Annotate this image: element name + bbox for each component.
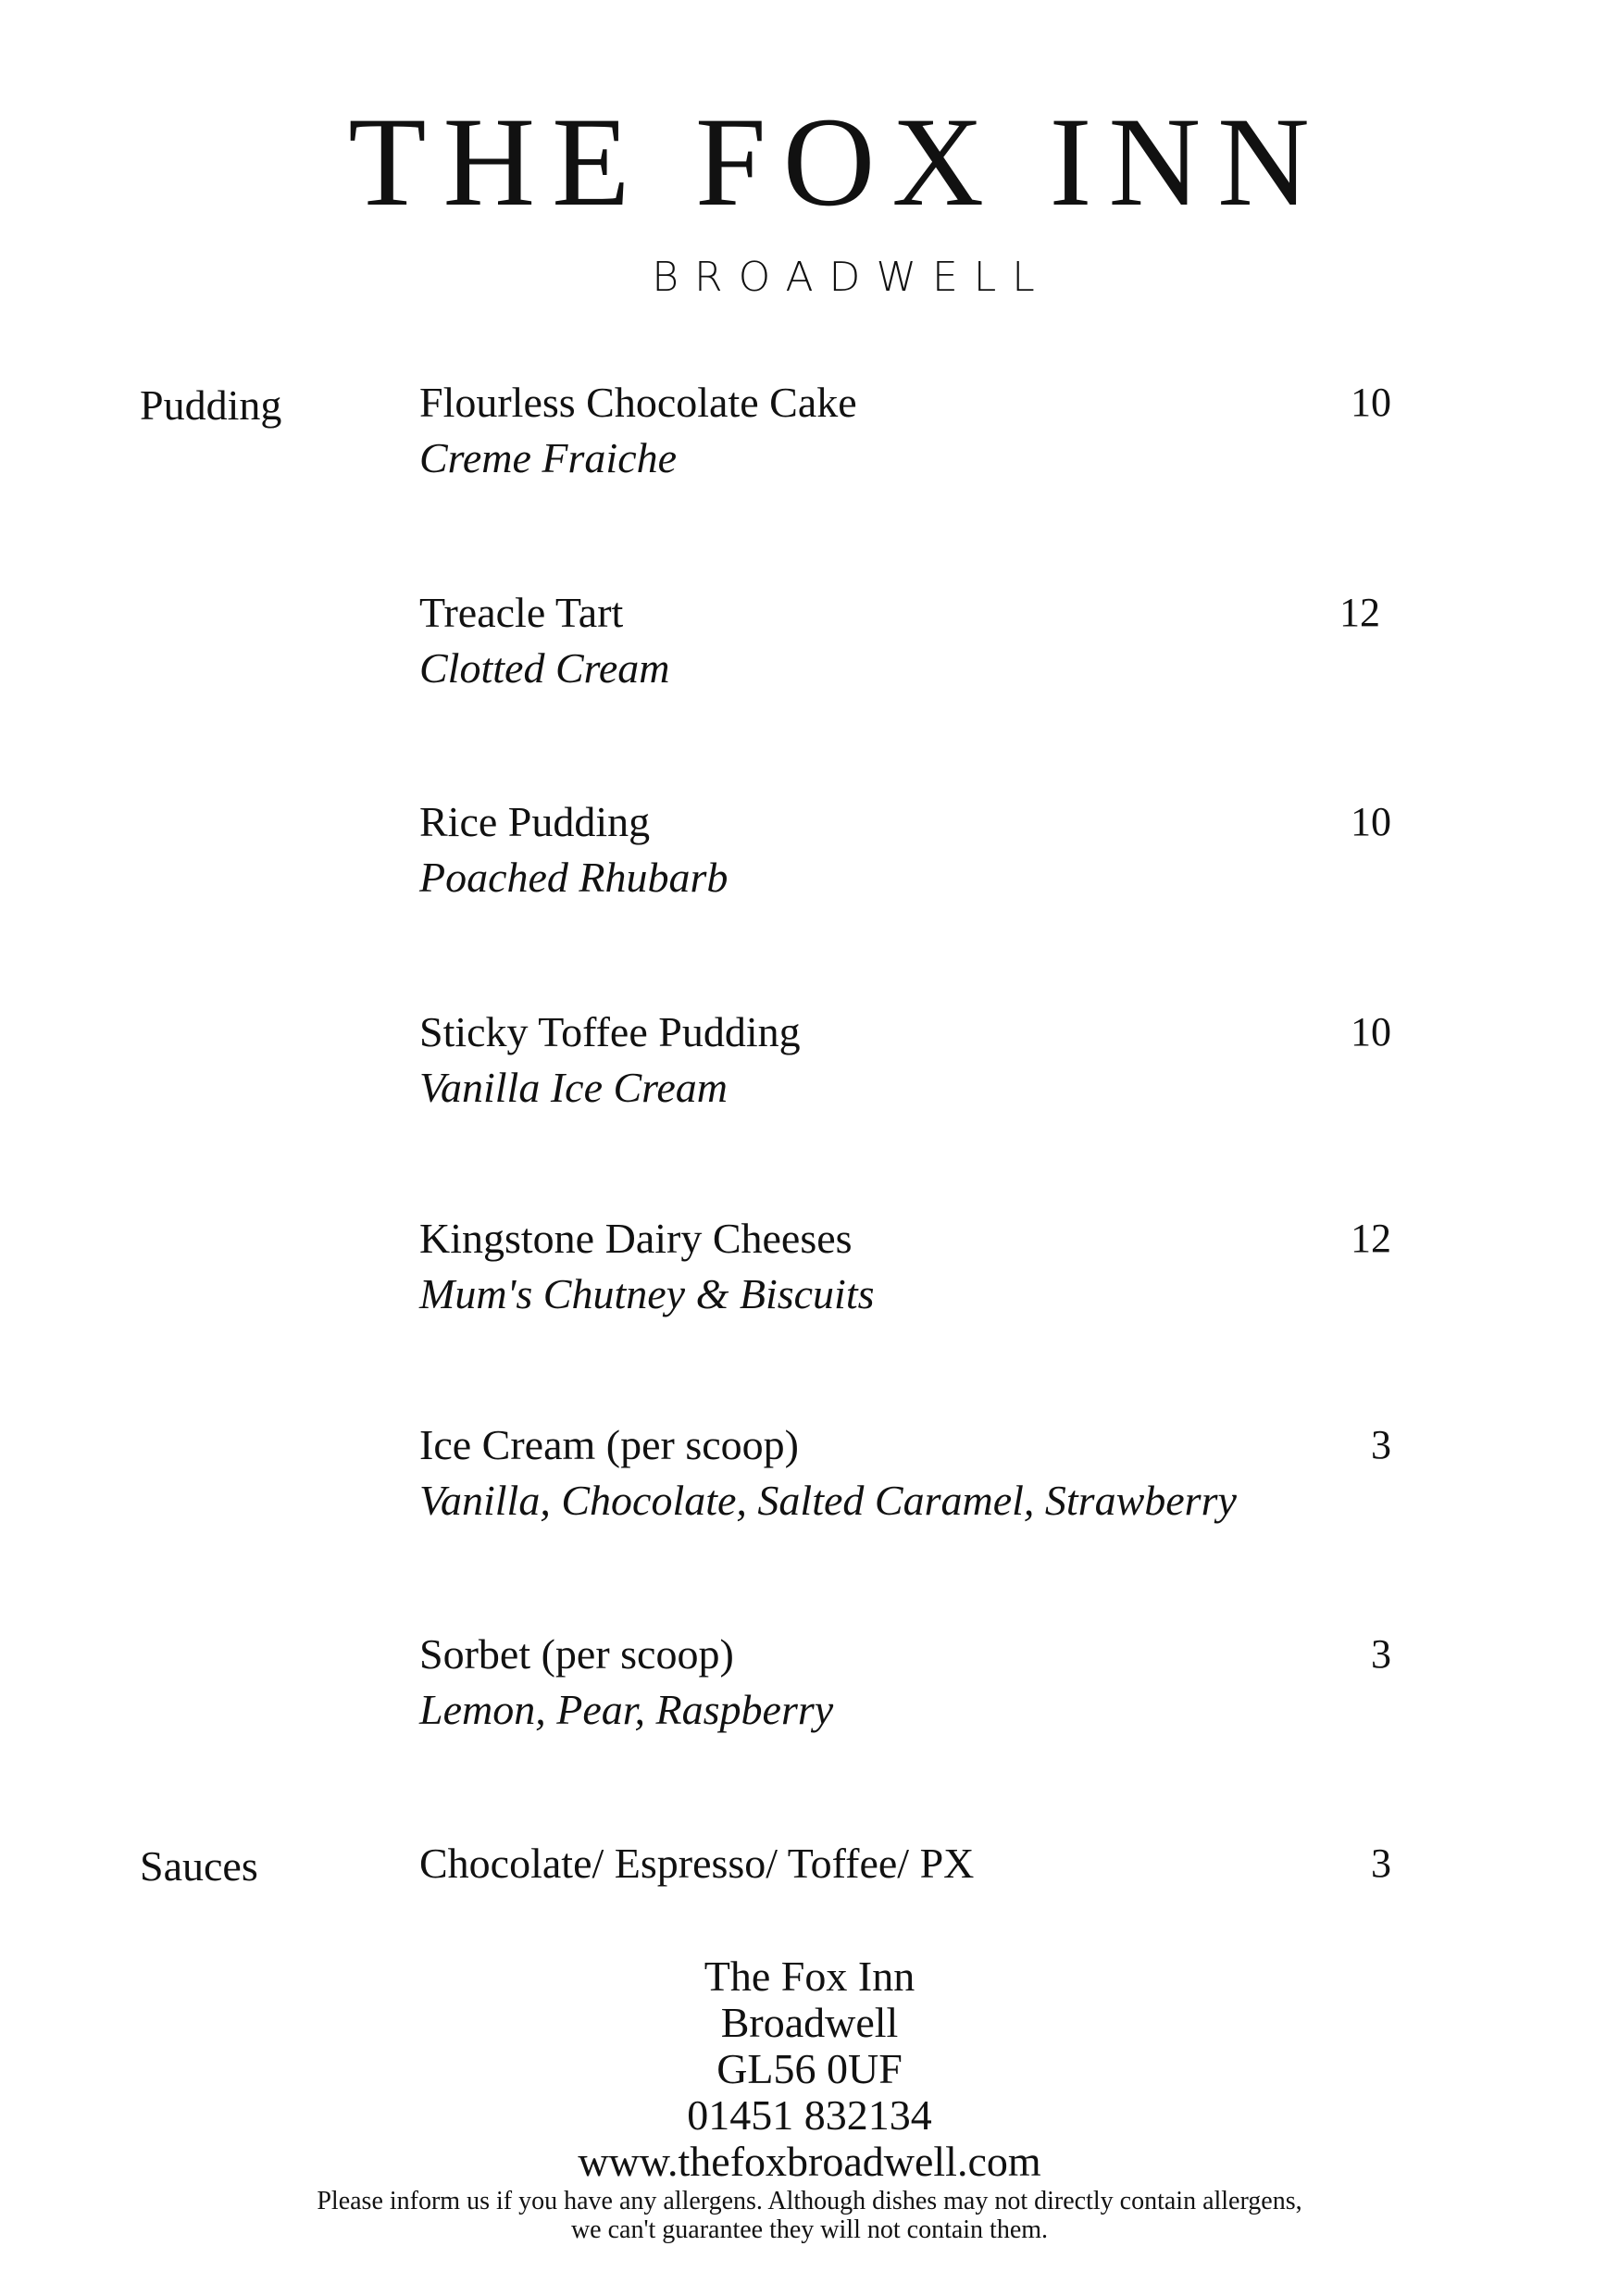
item-price: 10 (1351, 799, 1391, 844)
item-description: Mum's Chutney & Biscuits (419, 1270, 875, 1317)
category-pudding: Pudding (140, 381, 282, 429)
item-name: Ice Cream (per scoop) (419, 1421, 799, 1468)
item-name: Sorbet (per scoop) (419, 1630, 734, 1678)
menu-item (419, 1211, 1391, 1322)
item-description: Creme Fraiche (419, 434, 678, 481)
item-name: Treacle Tart (419, 589, 624, 636)
item-name: Flourless Chocolate Cake (419, 379, 857, 426)
footer-website[interactable]: www.thefoxbroadwell.com (578, 2138, 1041, 2185)
item-price: 12 (1339, 590, 1380, 635)
menu-item (419, 375, 1391, 486)
item-name: Kingstone Dairy Cheeses (419, 1215, 853, 1262)
restaurant-location: BROADWELL (652, 254, 1051, 301)
footer-postcode: GL56 0UF (716, 2045, 903, 2092)
menu-item (419, 1004, 1391, 1116)
item-price: 3 (1371, 1841, 1391, 1886)
footer-name: The Fox Inn (704, 1953, 915, 2000)
item-description: Vanilla Ice Cream (419, 1064, 729, 1111)
item-name: Chocolate/ Espresso/ Toffee/ PX (419, 1840, 975, 1887)
menu-item (419, 1417, 1391, 1529)
footer-town: Broadwell (720, 1999, 899, 2046)
footer-phone: 01451 832134 (687, 2091, 932, 2139)
category-sauces: Sauces (140, 1842, 258, 1890)
item-price: 10 (1351, 1009, 1391, 1054)
item-price: 3 (1371, 1631, 1391, 1677)
allergen-note-line-1: Please inform us if you have any allergens. Although dishes may not directly contain allergens, (317, 2187, 1302, 2215)
menu-item (419, 1627, 1391, 1738)
item-description: Vanilla, Chocolate, Salted Caramel, Strawberry (419, 1477, 1237, 1524)
item-price: 12 (1351, 1216, 1391, 1261)
restaurant-title: THE FOX INN (348, 91, 1326, 232)
menu-item (419, 794, 1391, 905)
item-description: Clotted Cream (419, 644, 670, 692)
item-name: Sticky Toffee Pudding (419, 1008, 801, 1055)
item-price: 3 (1371, 1422, 1391, 1467)
item-description: Poached Rhubarb (419, 854, 729, 901)
allergen-note-line-2: we can't guarantee they will not contain them. (570, 2215, 1049, 2244)
item-name: Rice Pudding (419, 798, 651, 845)
item-price: 10 (1351, 380, 1391, 425)
menu-item (419, 585, 1391, 696)
menu-item (419, 1836, 1391, 1891)
item-description: Lemon, Pear, Raspberry (419, 1686, 834, 1733)
footer (0, 1953, 1619, 2244)
